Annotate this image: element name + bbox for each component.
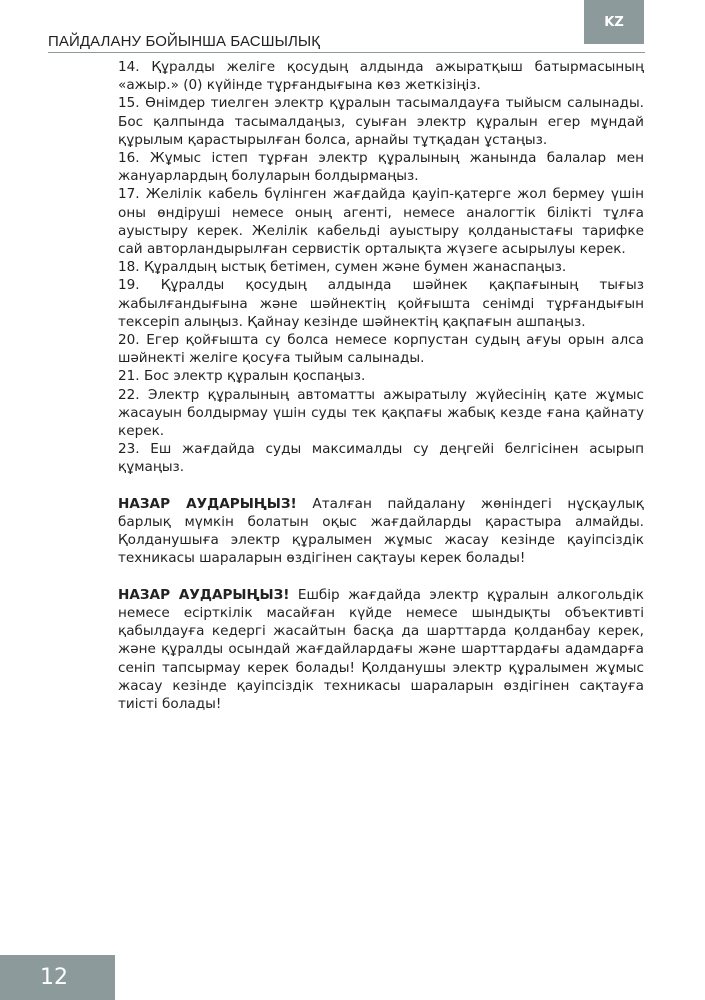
page-number: 12 [0,955,115,1000]
warning-text: Ешбір жағдайда электр құралын алкогольдік немесе есірткілік масайған күйде немесе шындықты объективті қабылдауға кедергі жасайтын басқа да шарттарда қолданбау керек, және құралды осындай жағдайлардағы және шарттардағы адамдарға сеніп тапсырмау керек болады! Қолданушы электр құралымен жұмыс жасау кезінде қауіпсіздік техникасы шараларын өздігінен сақтауға тиісті болады! [118,586,645,713]
paragraph-spacer [118,568,644,586]
language-tab: KZ [584,0,644,44]
header-divider [48,52,645,53]
warning-label: НАЗАР АУДАРЫҢЫЗ! [118,586,290,603]
instruction-item-18: 18. Құралдың ыстық бетімен, сумен және бумен жанаспаңыз. [118,259,567,276]
warning-paragraph-2 [118,586,644,713]
warning-paragraph-1 [118,495,644,568]
instruction-item-20: 20. Егер қойғышта су болса немесе корпустан судың ағуы орын алса шәйнекті желіге қосуға тыйым салынады. [118,332,644,367]
instruction-item-23: 23. Еш жағдайда суды максималды су деңгейі белгісінен асырып құмаңыз. [118,441,644,476]
warning-text: Аталған пайдалану жөніндегі нұсқаулық барлық мүмкін болатын оқыс жағдайларды қарастыра алмайды. Қолданушыға электр құралымен жұмыс жасау кезінде қауіпсіздік техникасы шараларын өздігінен сақтауы керек болады! [118,495,645,567]
instruction-item-21: 21. Бос электр құралын қоспаңыз. [118,368,366,385]
page-header-title: ПАЙДАЛАНУ БОЙЫНША БАСШЫЛЫҚ [48,33,321,50]
instruction-item-19: 19. Құралды қосудың алдында шәйнек қақпағының тығыз жабылғандығына және шәйнектің қойғышта сенімді тұрғандығын тексеріп алыңыз. Қайнау кезінде шәйнектің қақпағын ашпаңыз. [118,277,644,330]
warning-label: НАЗАР АУДАРЫҢЫЗ! [118,495,297,512]
instructions-content [118,58,644,713]
instruction-item-16: 16. Жұмыс істеп тұрған электр құралының жанында балалар мен жануарлардың болуларын болдырмаңыз. [118,150,644,185]
instruction-item-17: 17. Желілік кабель бүлінген жағдайда қауіп-қатерге жол бермеу үшін оны өндіруші немесе оның агенті, немесе аналогтік білікті тұлға ауыстыру керек. Желілік кабельді ауыстыру қолданыстағы тарифке сай авторландырылған сервистік орталықта жүзеге асырылуы керек. [118,186,644,258]
instruction-item-14: 14. Құралды желіге қосудың алдында ажыратқыш батырмасының «ажыр.» (0) күйінде тұрғандығына көз жеткізіңіз. [118,59,644,94]
instruction-item-15: 15. Өнімдер тиелген электр құралын тасымалдауға тыйысм салынады. Бос қалпында тасымалдаңыз, суыған электр құралын егер мұндай құрылым қарастырылған болса, арнайы тұтқадан ұстаңыз. [118,95,644,148]
paragraph-spacer [118,477,644,495]
instruction-item-22: 22. Электр құралының автоматты ажыратылу жүйесінің қате жұмыс жасауын болдырмау үшін суды тек қақпағы жабық кезде ғана қайнату керек. [118,386,644,440]
